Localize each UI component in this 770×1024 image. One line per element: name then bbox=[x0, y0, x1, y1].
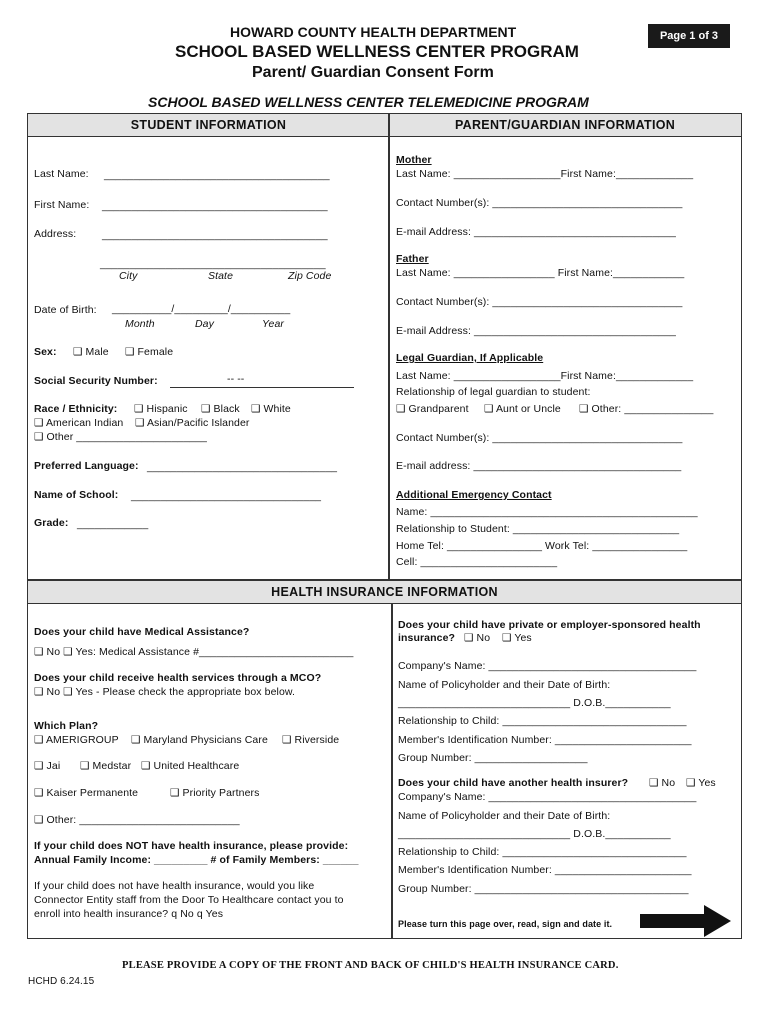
dob-label: Date of Birth: bbox=[34, 304, 97, 316]
race-black-checkbox[interactable]: ❑ Black bbox=[201, 403, 240, 415]
first-name-label: First Name: bbox=[34, 199, 90, 211]
grandparent-checkbox[interactable]: ❑ Grandparent bbox=[396, 403, 469, 415]
dob-field[interactable]: __________/_________/__________ bbox=[112, 303, 291, 315]
insurance-card-note: PLEASE PROVIDE A COPY OF THE FRONT AND BACK OF CHILD'S HEALTH INSURANCE CARD. bbox=[122, 960, 619, 971]
medical-assistance-options[interactable]: ❑ No ❑ Yes: Medical Assistance #__________________________ bbox=[34, 646, 354, 658]
mother-email-field[interactable]: E-mail Address: __________________________________ bbox=[396, 226, 676, 238]
father-name-field[interactable]: Last Name: _________________ First Name:____________ bbox=[396, 267, 685, 279]
form-subtitle: SCHOOL BASED WELLNESS CENTER TELEMEDICINE PROGRAM bbox=[148, 94, 589, 110]
department-name: HOWARD COUNTY HEALTH DEPARTMENT bbox=[230, 24, 517, 40]
connector-text-2: Connector Entity staff from the Door To Healthcare contact you to bbox=[34, 894, 344, 906]
grade-label: Grade: bbox=[34, 517, 69, 529]
program-title: SCHOOL BASED WELLNESS CENTER PROGRAM bbox=[175, 42, 579, 61]
mother-name-field[interactable]: Last Name: __________________First Name:_____________ bbox=[396, 168, 694, 180]
ssn-underline bbox=[170, 387, 354, 388]
mother-heading: Mother bbox=[396, 154, 432, 166]
company-name-field[interactable]: Company's Name: ___________________________________ bbox=[398, 660, 697, 672]
policyholder-label: Name of Policyholder and their Date of Birth: bbox=[398, 679, 611, 691]
emergency-tel-field[interactable]: Home Tel: ________________ Work Tel: ________________ bbox=[396, 540, 688, 552]
income-field[interactable]: Annual Family Income: _________ # of Family Members: ______ bbox=[34, 854, 359, 866]
group-number-field-2[interactable]: Group Number: ____________________________________ bbox=[398, 883, 689, 895]
relationship-field[interactable]: Relationship to Child: _______________________________ bbox=[398, 715, 687, 727]
private-yes-checkbox[interactable]: ❑ Yes bbox=[502, 632, 532, 644]
plan-priority-checkbox[interactable]: ❑ Priority Partners bbox=[170, 787, 260, 799]
no-insurance-prompt: If your child does NOT have health insurance, please provide: bbox=[34, 840, 349, 852]
policyholder-dob-field[interactable]: _____________________________ D.O.B.___________ bbox=[398, 697, 671, 709]
plan-mpc-checkbox[interactable]: ❑ Maryland Physicians Care bbox=[131, 734, 268, 746]
father-heading: Father bbox=[396, 253, 429, 265]
plan-amerigroup-checkbox[interactable]: ❑ AMERIGROUP bbox=[34, 734, 119, 746]
emergency-relationship-field[interactable]: Relationship to Student: ____________________________ bbox=[396, 523, 680, 535]
last-name-field[interactable]: ______________________________________ bbox=[104, 169, 330, 181]
guardian-name-field[interactable]: Last Name: __________________First Name:_____________ bbox=[396, 370, 694, 382]
section-divider bbox=[388, 114, 390, 579]
another-no-checkbox[interactable]: ❑ No bbox=[649, 777, 676, 789]
private-insurance-question-2: insurance? bbox=[398, 632, 456, 644]
guardian-relationship-label: Relationship of legal guardian to student: bbox=[396, 386, 591, 398]
plan-united-checkbox[interactable]: ❑ United Healthcare bbox=[141, 760, 240, 772]
plan-other-checkbox[interactable]: ❑ Other: ___________________________ bbox=[34, 814, 240, 826]
month-label: Month bbox=[125, 318, 155, 330]
insurance-heading: HEALTH INSURANCE INFORMATION bbox=[28, 581, 741, 604]
private-no-checkbox[interactable]: ❑ No bbox=[464, 632, 491, 644]
insurance-divider bbox=[391, 604, 393, 938]
ssn-field[interactable]: -- -- bbox=[227, 373, 245, 385]
plan-jai-checkbox[interactable]: ❑ Jai bbox=[34, 760, 61, 772]
emergency-cell-field[interactable]: Cell: _______________________ bbox=[396, 556, 558, 568]
address-field-2[interactable]: ______________________________________ bbox=[100, 258, 326, 270]
connector-options[interactable]: enroll into health insurance? q No q Yes bbox=[34, 908, 224, 920]
student-info-heading: STUDENT INFORMATION bbox=[28, 114, 389, 137]
plan-riverside-checkbox[interactable]: ❑ Riverside bbox=[282, 734, 340, 746]
group-number-field[interactable]: Group Number: ___________________ bbox=[398, 752, 588, 764]
day-label: Day bbox=[195, 318, 214, 330]
guardian-email-field[interactable]: E-mail address: ___________________________________ bbox=[396, 460, 682, 472]
plan-medstar-checkbox[interactable]: ❑ Medstar bbox=[80, 760, 132, 772]
race-label: Race / Ethnicity: bbox=[34, 403, 118, 415]
father-contact-field[interactable]: Contact Number(s): ________________________________ bbox=[396, 296, 683, 308]
member-id-field[interactable]: Member's Identification Number: _______________________ bbox=[398, 734, 692, 746]
first-name-field[interactable]: ______________________________________ bbox=[102, 200, 328, 212]
last-name-label: Last Name: bbox=[34, 168, 89, 180]
page-indicator: Page 1 of 3 bbox=[648, 24, 730, 48]
guardian-heading: Legal Guardian, If Applicable bbox=[396, 352, 544, 364]
zip-label: Zip Code bbox=[288, 270, 332, 282]
father-email-field[interactable]: E-mail Address: __________________________________ bbox=[396, 325, 676, 337]
language-label: Preferred Language: bbox=[34, 460, 139, 472]
parent-info-heading: PARENT/GUARDIAN INFORMATION bbox=[389, 114, 741, 137]
member-id-field-2[interactable]: Member's Identification Number: _______________________ bbox=[398, 864, 692, 876]
race-hispanic-checkbox[interactable]: ❑ Hispanic bbox=[134, 403, 188, 415]
plan-kaiser-checkbox[interactable]: ❑ Kaiser Permanente bbox=[34, 787, 139, 799]
race-other-checkbox[interactable]: ❑ Other ______________________ bbox=[34, 431, 207, 443]
form-code: HCHD 6.24.15 bbox=[28, 976, 95, 987]
race-american-indian-checkbox[interactable]: ❑ American Indian bbox=[34, 417, 124, 429]
mco-question: Does your child receive health services through a MCO? bbox=[34, 672, 322, 684]
race-asian-checkbox[interactable]: ❑ Asian/Pacific Islander bbox=[135, 417, 250, 429]
sex-label: Sex: bbox=[34, 346, 57, 358]
another-yes-checkbox[interactable]: ❑ Yes bbox=[686, 777, 716, 789]
another-insurer-question: Does your child have another health insurer? bbox=[398, 777, 629, 789]
policyholder-dob-field-2[interactable]: _____________________________ D.O.B.___________ bbox=[398, 828, 671, 840]
sex-female-checkbox[interactable]: ❑ Female bbox=[125, 346, 174, 358]
emergency-name-field[interactable]: Name: _____________________________________________ bbox=[396, 506, 698, 518]
turn-page-note: Please turn this page over, read, sign and date it. bbox=[398, 919, 613, 929]
mco-options[interactable]: ❑ No ❑ Yes - Please check the appropriate box below. bbox=[34, 686, 296, 698]
school-field[interactable]: ________________________________ bbox=[131, 490, 322, 502]
address-field[interactable]: ______________________________________ bbox=[102, 229, 328, 241]
year-label: Year bbox=[262, 318, 284, 330]
language-field[interactable]: ________________________________ bbox=[147, 461, 338, 473]
mother-contact-field[interactable]: Contact Number(s): ________________________________ bbox=[396, 197, 683, 209]
medical-assistance-question: Does your child have Medical Assistance? bbox=[34, 626, 250, 638]
policyholder-label-2: Name of Policyholder and their Date of Birth: bbox=[398, 810, 611, 822]
race-white-checkbox[interactable]: ❑ White bbox=[251, 403, 291, 415]
ssn-label: Social Security Number: bbox=[34, 375, 158, 387]
connector-text-1: If your child does not have health insurance, would you like bbox=[34, 880, 315, 892]
form-title: Parent/ Guardian Consent Form bbox=[252, 64, 494, 81]
city-label: City bbox=[119, 270, 138, 282]
which-plan-label: Which Plan? bbox=[34, 720, 99, 732]
aunt-uncle-checkbox[interactable]: ❑ Aunt or Uncle bbox=[484, 403, 561, 415]
grade-field[interactable]: ____________ bbox=[77, 518, 149, 530]
school-label: Name of School: bbox=[34, 489, 119, 501]
emergency-heading: Additional Emergency Contact bbox=[396, 489, 552, 501]
company-name-field-2[interactable]: Company's Name: ___________________________________ bbox=[398, 791, 697, 803]
state-label: State bbox=[208, 270, 234, 282]
relationship-field-2[interactable]: Relationship to Child: _______________________________ bbox=[398, 846, 687, 858]
guardian-contact-field[interactable]: Contact Number(s): ________________________________ bbox=[396, 432, 683, 444]
sex-male-checkbox[interactable]: ❑ Male bbox=[73, 346, 109, 358]
arrow-right-icon bbox=[640, 905, 732, 937]
private-insurance-question: Does your child have private or employer-sponsored health bbox=[398, 619, 701, 631]
guardian-other-checkbox[interactable]: ❑ Other: _______________ bbox=[579, 403, 714, 415]
address-label: Address: bbox=[34, 228, 77, 240]
